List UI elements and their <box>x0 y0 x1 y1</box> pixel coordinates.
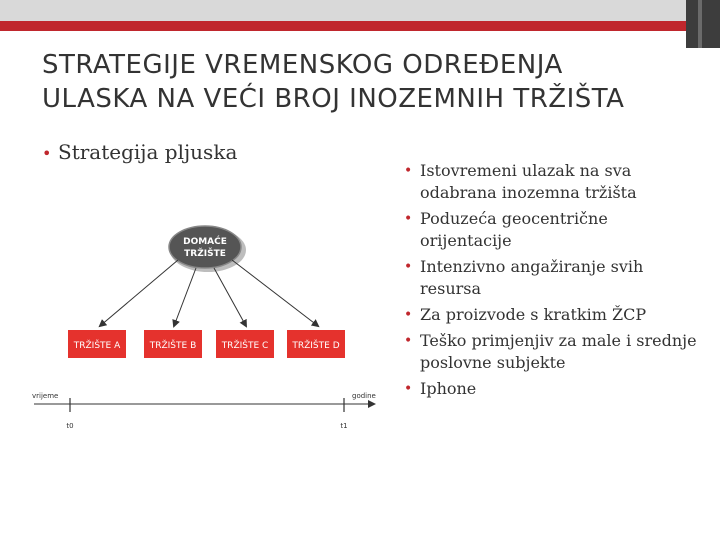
top-bar-gray <box>0 0 686 21</box>
top-corner-block <box>686 0 720 48</box>
market-label-c: TRŽIŠTE C <box>221 341 269 351</box>
arrow-to-market-b <box>174 268 196 326</box>
list-item-text: Poduzeća geocentrične orijentacije <box>420 209 608 250</box>
arrow-to-market-c <box>214 268 246 326</box>
top-corner-separator <box>698 0 702 48</box>
sprinkler-strategy-diagram <box>28 220 388 440</box>
timeline-label-vrijeme: vrijeme <box>32 392 59 400</box>
list-item-text: Za proizvode s kratkim ŽCP <box>420 305 647 324</box>
list-item <box>404 256 704 300</box>
home-market-label-line2: TRŽIŠTE <box>184 249 226 259</box>
list-item <box>404 378 704 400</box>
bullet-dot-icon: • <box>404 259 413 275</box>
timeline-label-t1: t1 <box>340 422 348 430</box>
top-bar-red <box>0 21 686 31</box>
home-market-label-line1: DOMAĆE <box>183 237 227 247</box>
bullet-dot-icon: • <box>404 381 413 397</box>
bullet-dot-icon: • <box>404 211 413 227</box>
list-item <box>404 304 704 326</box>
market-label-b: TRŽIŠTE B <box>149 341 197 351</box>
arrow-to-market-d <box>232 260 318 326</box>
list-item-text: Istovremeni ulazak na sva odabrana inozemna tržišta <box>420 161 637 202</box>
list-item-text: Intenzivno angažiranje svih resursa <box>420 257 644 298</box>
home-market-node <box>169 226 241 268</box>
title-line-2: ULASKA NA VEĆI BROJ INOZEMNIH TRŽIŠTA <box>42 84 625 114</box>
bullet-list <box>404 160 704 404</box>
title-line-1: STRATEGIJE VREMENSKOG ODREĐENJA <box>42 50 563 80</box>
list-item <box>404 160 704 204</box>
list-item <box>404 208 704 252</box>
list-item <box>404 330 704 374</box>
slide-title <box>42 48 682 116</box>
market-label-a: TRŽIŠTE A <box>73 341 121 351</box>
bullet-dot-icon: • <box>404 333 413 349</box>
list-item-text: Iphone <box>420 379 477 398</box>
arrow-to-market-a <box>100 260 178 326</box>
market-label-d: TRŽIŠTE D <box>292 341 340 351</box>
bullet-dot-icon: • <box>404 307 413 323</box>
left-bullet-text: Strategija pljuska <box>58 140 238 164</box>
timeline-label-t0: t0 <box>66 422 74 430</box>
bullet-dot-icon: • <box>42 144 52 163</box>
list-item-text: Teško primjenjiv za male i srednje poslovne subjekte <box>420 331 697 372</box>
timeline-label-godine: godine <box>352 392 376 400</box>
left-bullet-item <box>42 140 238 164</box>
bullet-dot-icon: • <box>404 163 413 179</box>
